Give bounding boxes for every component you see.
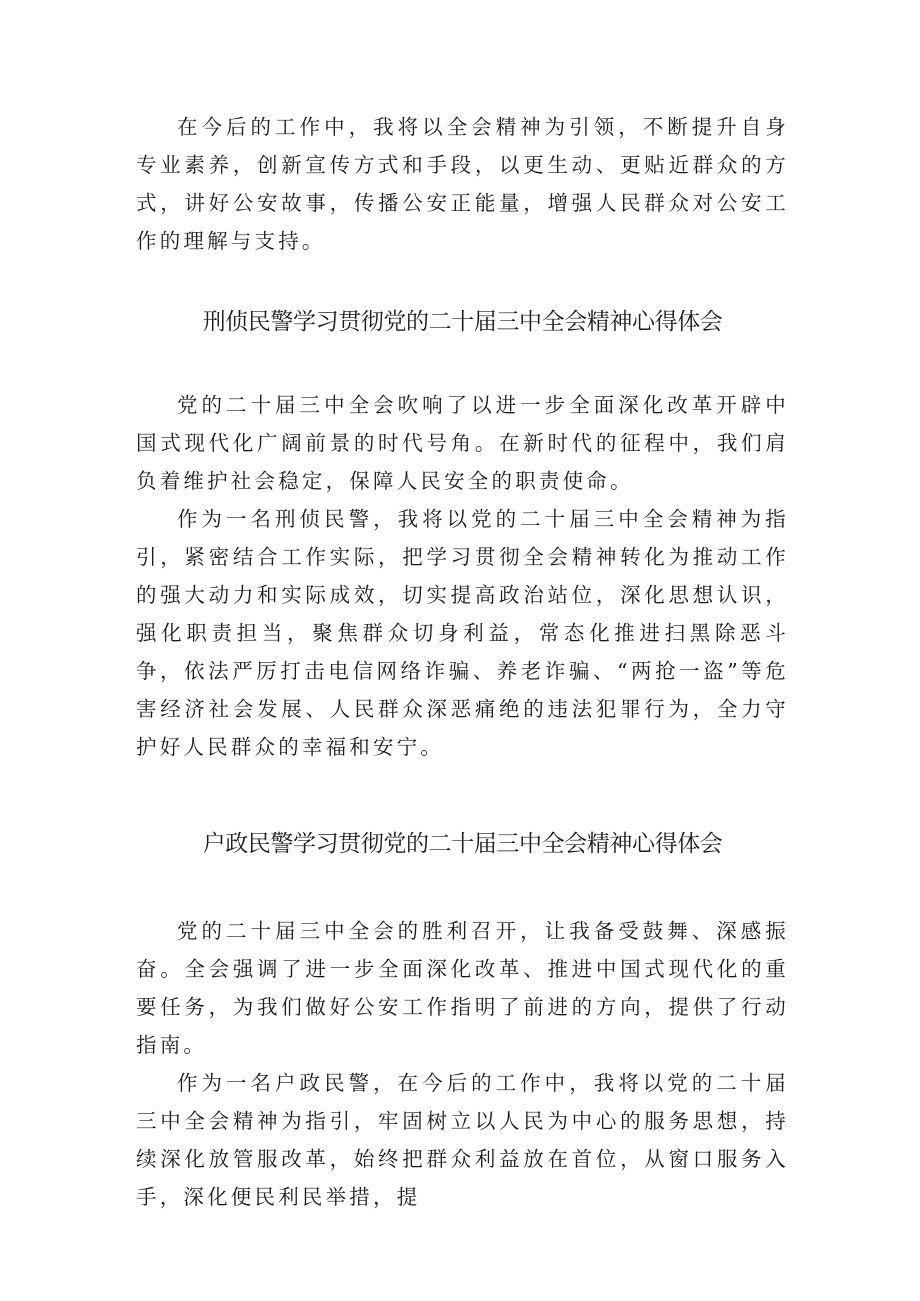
criminal-section-title: 刑侦民警学习贯彻党的二十届三中全会精神心得体会 [202, 309, 723, 335]
household-paragraph-1: 党的二十届三中全会的胜利召开，让我备受鼓舞、深感振奋。全会强调了进一步全面深化改革、推进中国式现代化的重要任务，为我们做好公安工作指明了前进的方向，提供了行动指南。 [136, 919, 789, 1057]
household-section-body [136, 912, 789, 1216]
criminal-paragraph-1: 党的二十届三中全会吹响了以进一步全面深化改革开辟中国式现代化广阔前景的时代号角。在新时代的征程中，我们肩负着维护社会稳定，保障人民安全的职责使命。 [136, 393, 789, 493]
intro-section [136, 108, 789, 260]
household-section-title: 户政民警学习贯彻党的二十届三中全会精神心得体会 [202, 831, 723, 857]
intro-paragraph-1: 在今后的工作中，我将以全会精神为引领，不断提升自身专业素养，创新宣传方式和手段，以更生动、更贴近群众的方式，讲好公安故事，传播公安正能量，增强人民群众对公安工作的理解与支持。 [136, 115, 789, 253]
criminal-section-body [136, 386, 789, 766]
criminal-paragraph-2: 作为一名刑侦民警，我将以党的二十届三中全会精神为指引，紧密结合工作实际，把学习贯彻全会精神转化为推动工作的强大动力和实际成效，切实提高政治站位，深化思想认识，强化职责担当，聚焦群众切身利益，常态化推进扫黑除恶斗争，依法严厉打击电信网络诈骗、养老诈骗、“两抢一盗”等危害经济社会发展、人民群众深恶痛绝的违法犯罪行为，全力守护好人民群众的幸福和安宁。 [136, 507, 789, 759]
household-paragraph-2: 作为一名户政民警，在今后的工作中，我将以党的二十届三中全会精神为指引，牢固树立以人民为中心的服务思想，持续深化放管服改革，始终把群众利益放在首位，从窗口服务入手，深化便民利民举措，提 [136, 1071, 789, 1209]
